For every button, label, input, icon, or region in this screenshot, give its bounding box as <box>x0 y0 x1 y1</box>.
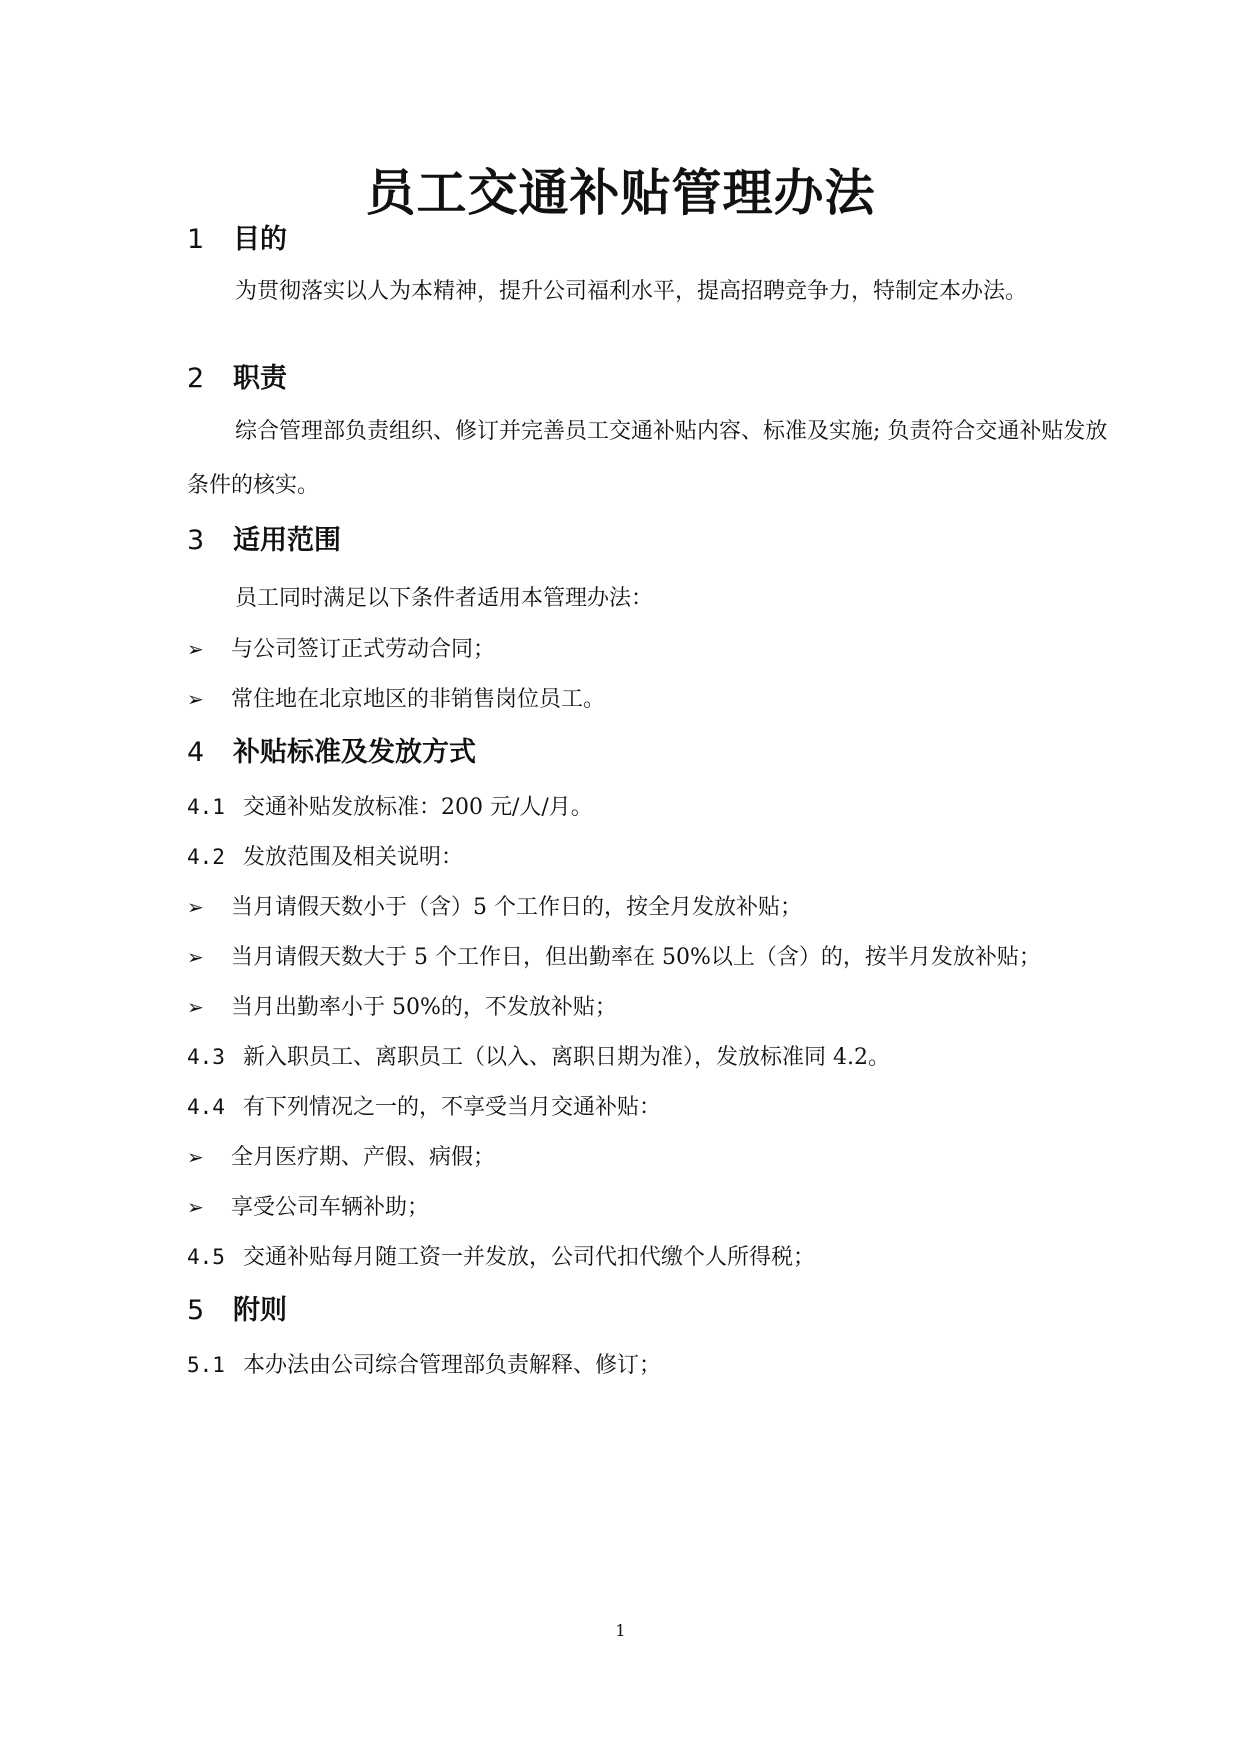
section-title: 附则 <box>233 1295 287 1326</box>
section-heading-purpose <box>187 222 287 258</box>
item-number: 4.5 <box>187 1245 225 1269</box>
bullet-text: 常住地在北京地区的非销售岗位员工。 <box>231 687 606 712</box>
numbered-item-4-4 <box>187 1089 1127 1126</box>
item-number: 5.1 <box>187 1353 225 1377</box>
bullet-item <box>187 681 1127 718</box>
numbered-item-4-2 <box>187 839 1127 876</box>
document-title: 员工交通补贴管理办法 <box>365 164 876 222</box>
section-title: 职责 <box>233 363 287 394</box>
item-text: 新入职员工、离职员工（以入、离职日期为准），发放标准同 4.2。 <box>243 1045 890 1070</box>
bullet-item <box>187 631 1127 668</box>
item-text: 交通补贴每月随工资一并发放，公司代扣代缴个人所得税； <box>243 1245 816 1270</box>
arrow-bullet-icon: ➢ <box>187 945 204 969</box>
page-number: 1 <box>615 1621 626 1640</box>
bullet-item <box>187 989 1127 1026</box>
numbered-item-4-1 <box>187 789 1127 826</box>
arrow-bullet-icon: ➢ <box>187 995 204 1019</box>
section-number: 1 <box>187 224 205 255</box>
section-number: 4 <box>187 737 205 768</box>
bullet-text: 享受公司车辆补助； <box>231 1195 430 1220</box>
arrow-bullet-icon: ➢ <box>187 687 204 711</box>
arrow-bullet-icon: ➢ <box>187 1145 204 1169</box>
numbered-item-5-1 <box>187 1347 1127 1384</box>
arrow-bullet-icon: ➢ <box>187 895 204 919</box>
purpose-paragraph: 为贯彻落实以人为本精神，提升公司福利水平，提高招聘竞争力，特制定本办法。 <box>235 279 1028 304</box>
bullet-item <box>187 1139 1127 1176</box>
section-number: 2 <box>187 363 205 394</box>
section-heading-supplementary <box>187 1293 287 1329</box>
section-heading-responsibility <box>187 361 287 397</box>
bullet-text: 当月请假天数小于（含）5 个工作日的，按全月发放补贴； <box>231 895 802 920</box>
section-title: 适用范围 <box>233 525 341 556</box>
item-number: 4.4 <box>187 1095 225 1119</box>
item-text: 发放范围及相关说明： <box>243 845 464 870</box>
item-text: 本办法由公司综合管理部负责解释、修订； <box>243 1353 662 1378</box>
arrow-bullet-icon: ➢ <box>187 637 204 661</box>
item-text: 交通补贴发放标准：200 元/人/月。 <box>243 795 593 820</box>
section-title: 目的 <box>233 224 287 255</box>
item-number: 4.3 <box>187 1045 225 1069</box>
section-number: 3 <box>187 525 205 556</box>
numbered-item-4-3 <box>187 1039 1127 1076</box>
bullet-item <box>187 889 1127 926</box>
section-heading-standards <box>187 735 476 771</box>
bullet-text: 全月医疗期、产假、病假； <box>231 1145 496 1170</box>
item-number: 4.2 <box>187 845 225 869</box>
item-number: 4.1 <box>187 795 225 819</box>
arrow-bullet-icon: ➢ <box>187 1195 204 1219</box>
bullet-item <box>187 939 1127 976</box>
bullet-text: 与公司签订正式劳动合同； <box>231 637 496 662</box>
section-title: 补贴标准及发放方式 <box>233 737 476 768</box>
numbered-item-4-5 <box>187 1239 1127 1276</box>
section-number: 5 <box>187 1295 205 1326</box>
bullet-text: 当月请假天数大于 5 个工作日，但出勤率在 50%以上（含）的，按半月发放补贴； <box>231 945 1041 970</box>
bullet-text: 当月出勤率小于 50%的，不发放补贴； <box>231 995 617 1020</box>
section-heading-scope <box>187 523 341 559</box>
bullet-item <box>187 1189 1127 1226</box>
item-text: 有下列情况之一的，不享受当月交通补贴： <box>243 1095 662 1120</box>
scope-paragraph: 员工同时满足以下条件者适用本管理办法： <box>235 586 654 611</box>
responsibility-paragraph: 综合管理部负责组织、修订并完善员工交通补贴内容、标准及实施; 负责符合交通补贴发放条件的核实。 <box>187 419 1108 498</box>
